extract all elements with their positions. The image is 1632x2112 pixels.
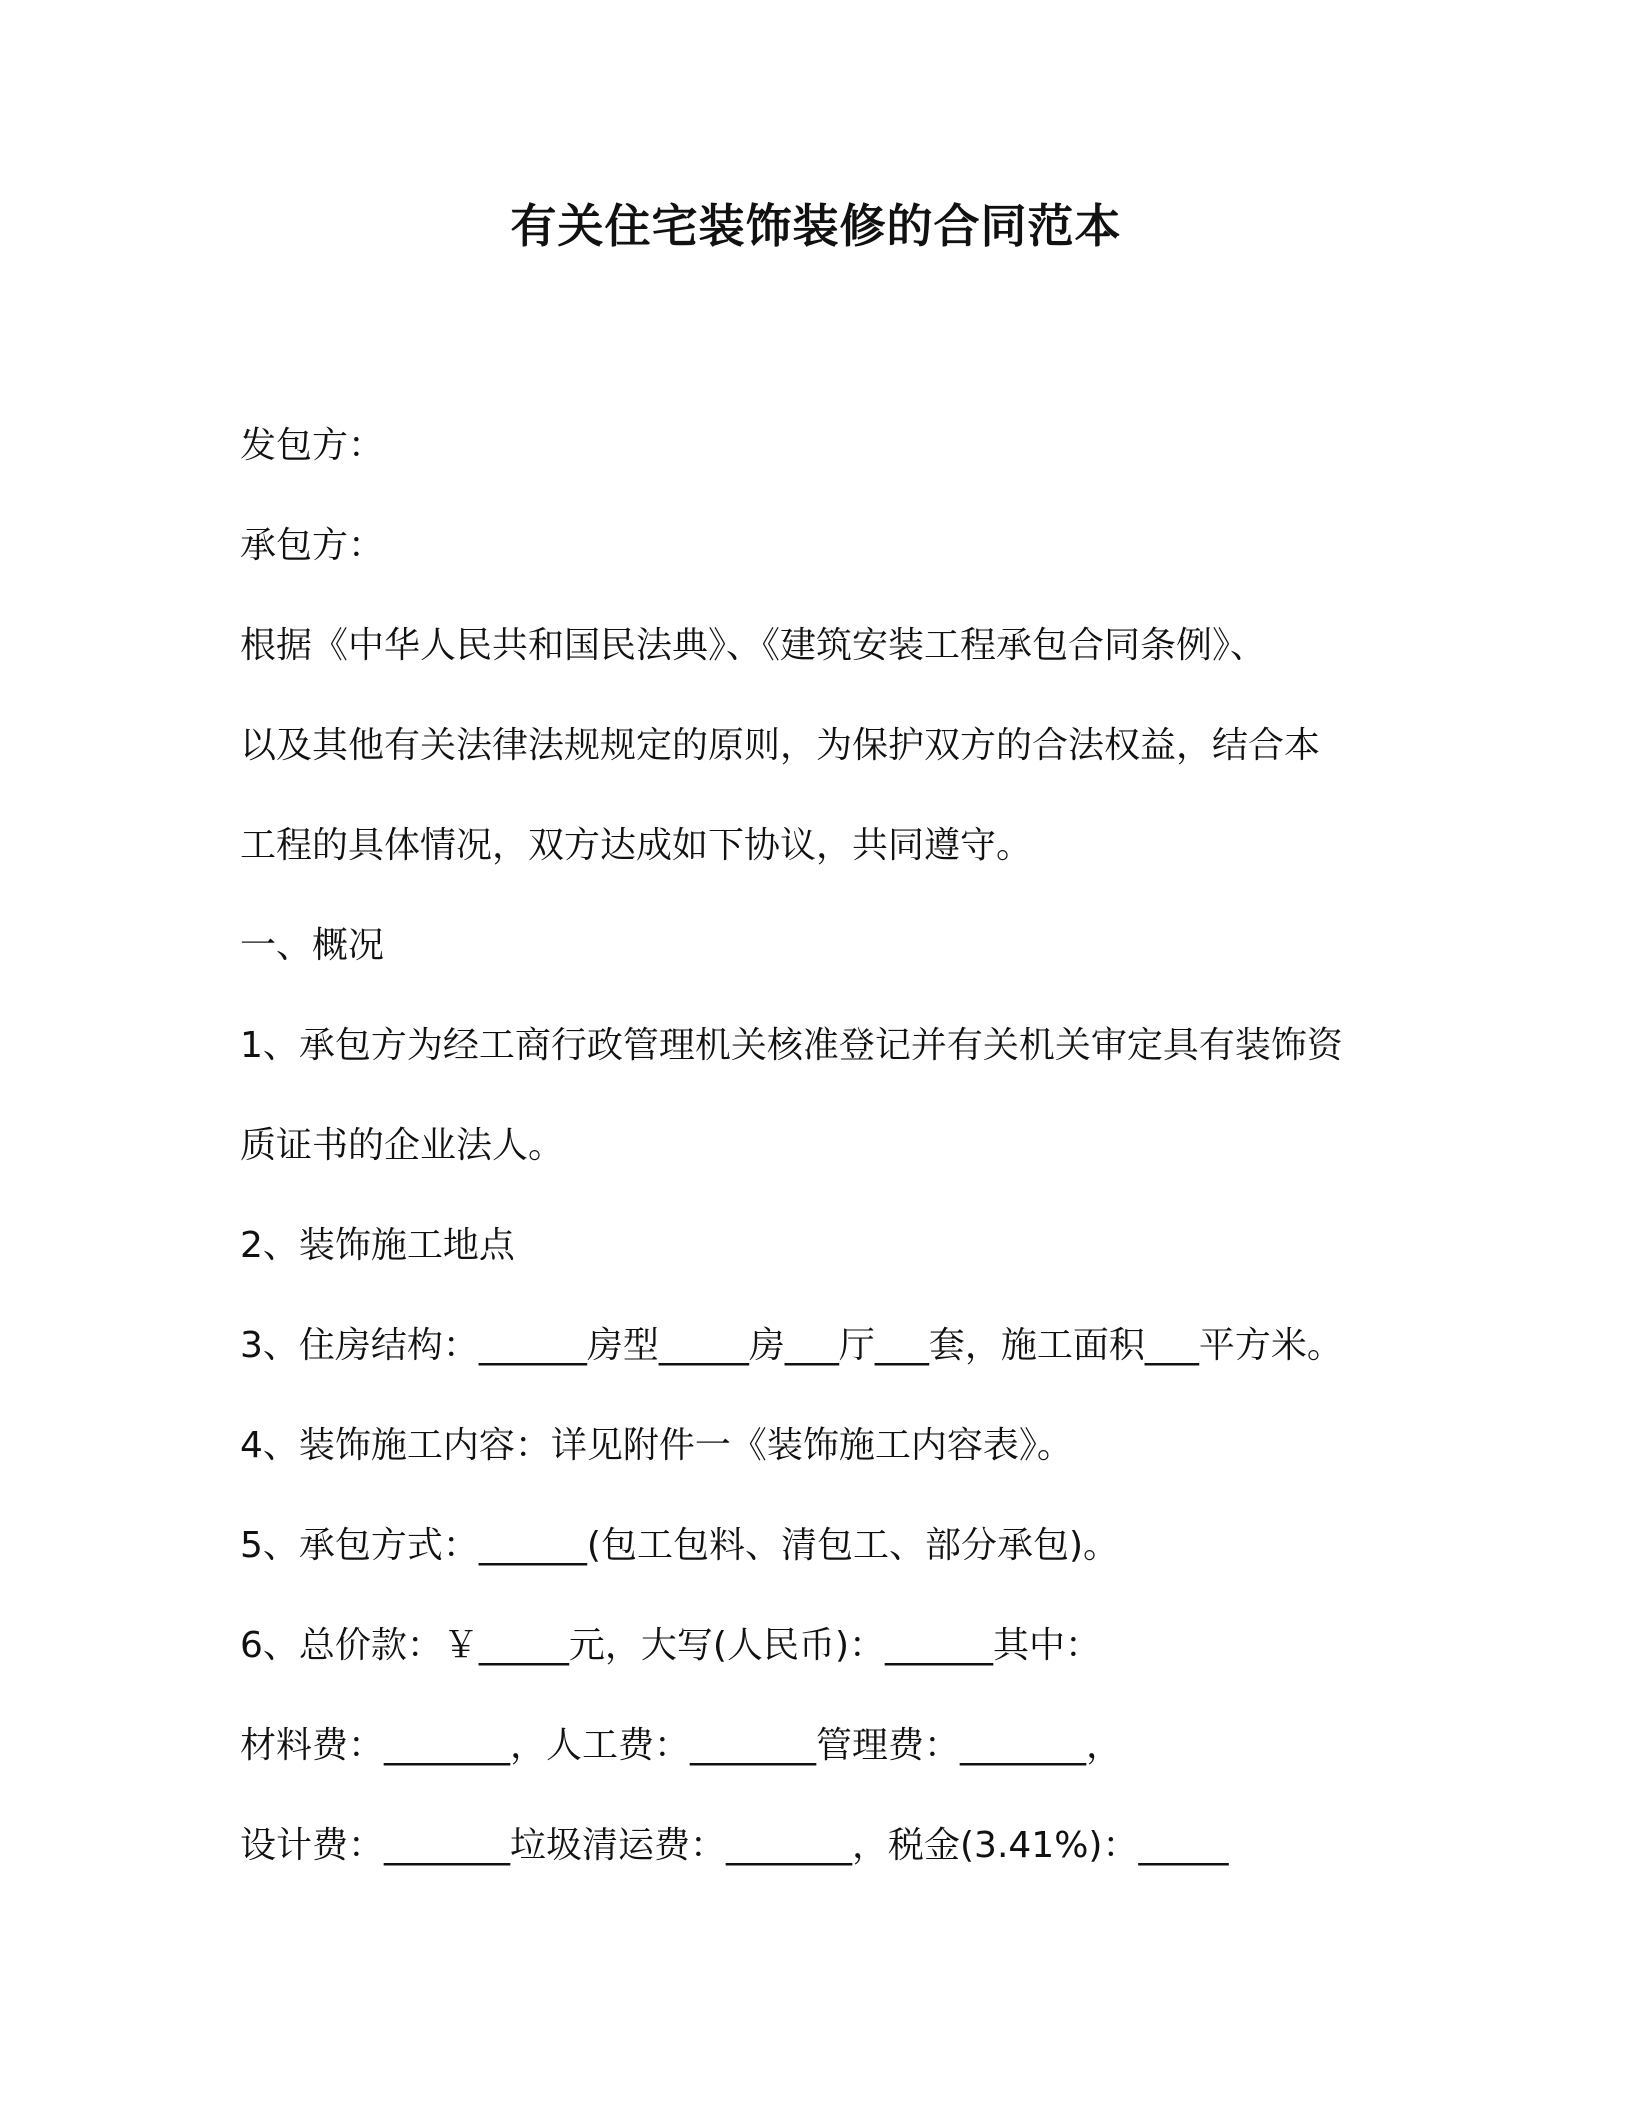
clause-3: 3、住房结构：______房型_____房___厅___套，施工面积___平方米。 [240, 1325, 1343, 1366]
clause-5: 5、承包方式：______(包工包料、清包工、部分承包)。 [240, 1525, 1119, 1566]
preamble-line-1: 根据《中华人民共和国民法典》、《建筑安装工程承包合同条例》、 [240, 625, 1267, 666]
clause-1-line-1: 1、承包方为经工商行政管理机关核准登记并有关机关审定具有装饰资 [240, 1025, 1343, 1066]
clause-2: 2、装饰施工地点 [240, 1225, 515, 1266]
clause-6: 6、总价款：￥_____元，大写(人民币)：______其中： [240, 1625, 1101, 1666]
party-b-line: 承包方： [240, 525, 385, 566]
party-a-line: 发包方： [240, 425, 385, 466]
clause-1-line-2: 质证书的企业法人。 [240, 1125, 565, 1166]
cost-breakdown-line-1: 材料费：_______，人工费：_______管理费：_______， [240, 1725, 1123, 1766]
preamble-line-2: 以及其他有关法律法规规定的原则，为保护双方的合法权益，结合本 [240, 725, 1321, 766]
clause-4: 4、装饰施工内容：详见附件一《装饰施工内容表》。 [240, 1425, 1073, 1466]
preamble-line-3: 工程的具体情况，双方达成如下协议，共同遵守。 [240, 825, 1033, 866]
document-title: 有关住宅装饰装修的合同范本 [510, 199, 1122, 253]
cost-breakdown-line-2: 设计费：_______垃圾清运费：_______，税金(3.41%)：_____ [240, 1825, 1229, 1866]
section-heading-overview: 一、概况 [240, 925, 385, 966]
